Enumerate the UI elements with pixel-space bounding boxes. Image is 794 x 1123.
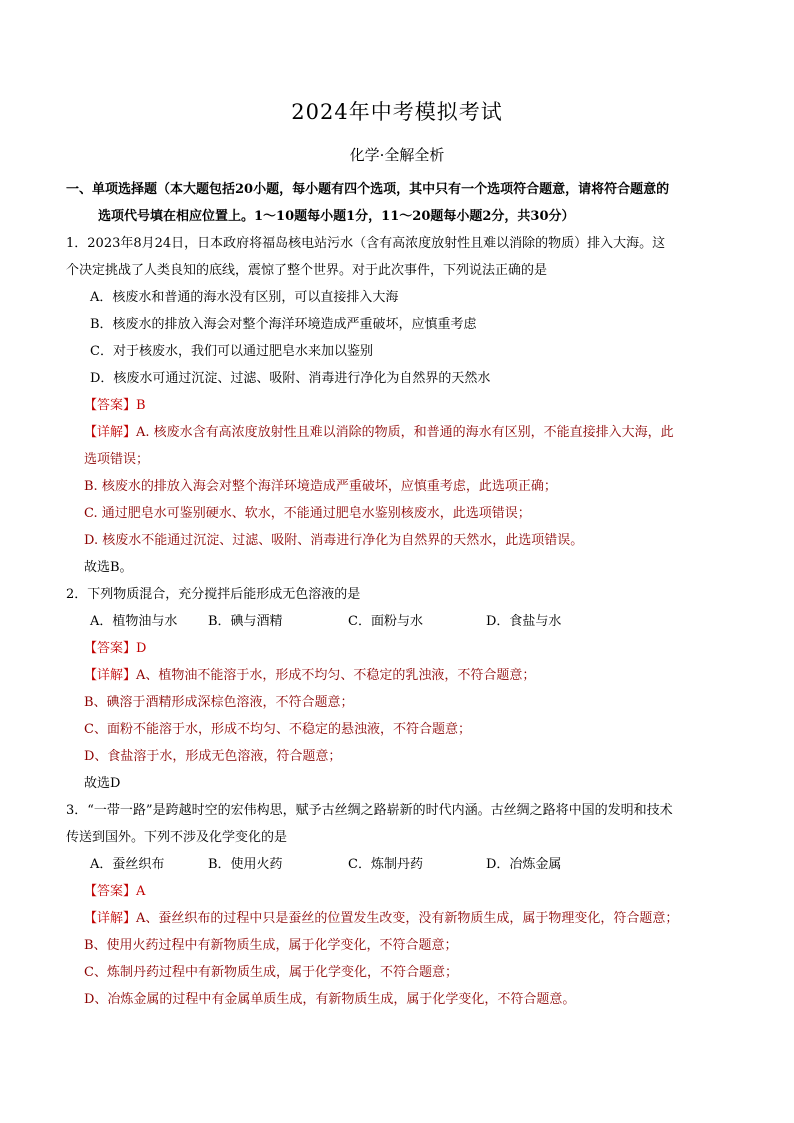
answer-line	[66, 635, 730, 662]
answer-tag: 【答案】	[84, 884, 137, 899]
answer-value: B	[136, 398, 146, 413]
conclusion: 故选B。	[84, 560, 133, 575]
detail-tag: 【详解】	[84, 668, 137, 683]
section-heading: 一、单项选择题（本大题包括20小题，每小题有四个选项，其中只有一个选项符合题意，请将符合题意的	[66, 182, 670, 197]
conclusion: 故选D	[84, 776, 121, 791]
options-row	[66, 608, 730, 635]
question-stem: 1．2023年8月24日，日本政府将福岛核电站污水（含有高浓度放射性且难以消除的物质）排入大海。这	[66, 236, 666, 251]
detail-text: C、炼制丹药过程中有新物质生成，属于化学变化，不符合题意；	[84, 965, 458, 980]
document-body	[66, 176, 730, 1013]
question-stem-cont: 传送到国外。下列不涉及化学变化的是	[66, 830, 288, 845]
option-a: A．核废水和普通的海水没有区别，可以直接排入大海	[90, 290, 399, 305]
detail-line	[66, 419, 730, 446]
detail-text: B. 核废水的排放入海会对整个海洋环境造成严重破坏，应慎重考虑，此选项正确；	[84, 479, 557, 494]
detail-text: A、蚕丝织布的过程中只是蚕丝的位置发生改变，没有新物质生成，属于物理变化，符合题意；	[136, 911, 679, 926]
answer-tag: 【答案】	[84, 398, 137, 413]
option-c: C．面粉与水	[348, 614, 423, 629]
option-a: A．蚕丝织布	[90, 857, 165, 872]
option-b: B．碘与酒精	[208, 614, 283, 629]
option-c: C．对于核废水，我们可以通过肥皂水来加以鉴别	[90, 344, 373, 359]
answer-value: D	[136, 641, 147, 656]
option-c: C．炼制丹药	[348, 857, 423, 872]
detail-text: D、食盐溶于水，形成无色溶液，符合题意；	[84, 749, 342, 764]
option-d: D．食盐与水	[486, 614, 562, 629]
question-3	[66, 797, 730, 1013]
answer-line	[66, 878, 730, 905]
answer-line	[66, 392, 730, 419]
detail-text: D、冶炼金属的过程中有金属单质生成，有新物质生成，属于化学变化，不符合题意。	[84, 992, 576, 1007]
question-stem: 3．“一带一路”是跨越时空的宏伟构思，赋予古丝绸之路崭新的时代内涵。古丝绸之路将中国的发明和技术	[66, 803, 673, 818]
detail-tag: 【详解】	[84, 911, 137, 926]
question-2	[66, 581, 730, 797]
detail-text: B、碘溶于酒精形成深棕色溶液，不符合题意；	[84, 695, 354, 710]
detail-text: D. 核废水不能通过沉淀、过滤、吸附、消毒进行净化为自然界的天然水，此选项错误。	[84, 533, 584, 548]
question-1	[66, 230, 730, 581]
detail-text: B、使用火药过程中有新物质生成，属于化学变化，不符合题意；	[84, 938, 458, 953]
detail-text: A. 核废水含有高浓度放射性且难以消除的物质，和普通的海水有区别，不能直接排入大海，此	[136, 425, 674, 440]
option-b: B．使用火药	[208, 857, 283, 872]
detail-text: C. 通过肥皂水可鉴别硬水、软水，不能通过肥皂水鉴别核废水，此选项错误；	[84, 506, 531, 521]
option-b: B．核废水的排放入海会对整个海洋环境造成严重破坏，应慎重考虑	[90, 317, 477, 332]
detail-text-cont: 选项错误；	[84, 452, 150, 467]
options-row	[66, 851, 730, 878]
option-d: D．冶炼金属	[486, 857, 562, 872]
detail-line	[66, 662, 730, 689]
detail-text: A、植物油不能溶于水，形成不均匀、不稳定的乳浊液，不符合题意；	[136, 668, 536, 683]
section-heading-cont: 选项代号填在相应位置上。1～10题每小题1分，11～20题每小题2分，共30分）	[98, 209, 575, 224]
question-stem: 2．下列物质混合，充分搅拌后能形成无色溶液的是	[66, 587, 361, 602]
answer-value: A	[136, 884, 146, 899]
answer-tag: 【答案】	[84, 641, 137, 656]
detail-tag: 【详解】	[84, 425, 137, 440]
detail-line	[66, 905, 730, 932]
document-title: 2024年中考模拟考试	[291, 100, 503, 124]
question-stem-cont: 个决定挑战了人类良知的底线，震惊了整个世界。对于此次事件，下列说法正确的是	[66, 263, 548, 278]
document-subtitle: 化学·全解全析	[349, 146, 445, 164]
detail-text: C、面粉不能溶于水，形成不均匀、不稳定的悬浊液，不符合题意；	[84, 722, 471, 737]
option-a: A．植物油与水	[90, 614, 178, 629]
option-d: D．核废水可通过沉淀、过滤、吸附、消毒进行净化为自然界的天然水	[90, 371, 491, 386]
